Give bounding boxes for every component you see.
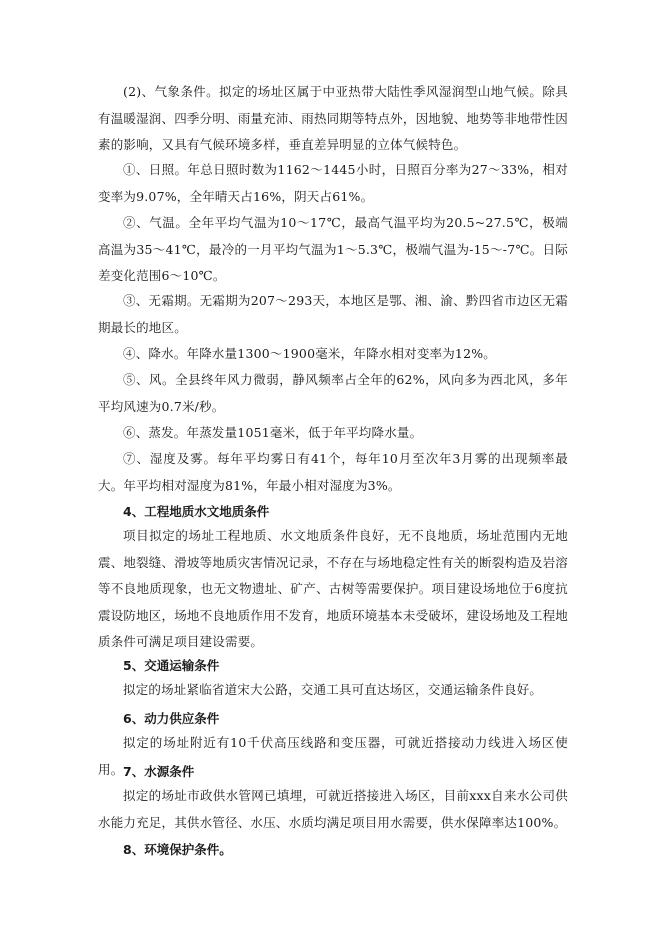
geology-heading: 4、工程地质水文地质条件 xyxy=(123,504,270,519)
evaporation-paragraph: ⑥、蒸发。年蒸发量1051毫米，低于年平均降水量。 xyxy=(123,425,423,440)
transport-paragraph: 拟定的场址紧临省道宋大公路，交通工具可直达场区，交通运输条件良好。 xyxy=(123,682,543,697)
climate-intro-paragraph: (2)、气象条件。拟定的场址区属于中亚热带大陆性季风湿润型山地气候。除具有温暖湿润、四季分明、雨量充沛、雨热同期等特点外，因地貌、地势等非地带性因素的影响，又具有气候环境多样，垂直差异明显的立体气候特色。 xyxy=(98,84,568,152)
wind-paragraph: ⑤、风。全县终年风力微弱，静风频率占全年的62%，风向多为西北风，多年平均风速为0.7米/秒。 xyxy=(98,372,568,414)
water-paragraph: 拟定的场址市政供水管网已填埋，可就近搭接进入场区，目前xxx自来水公司供水能力充足，其供水管径、水压、水质均满足项目用水需要，供水保障率达100%。 xyxy=(98,788,568,830)
temperature-paragraph: ②、气温。全年平均气温为10～17℃，最高气温平均为20.5~27.5℃，极端高温为35～41℃，最冷的一月平均气温为1～5.3℃，极端气温为-15～-7℃。日际差变化范围6～10℃。 xyxy=(98,215,568,283)
water-heading: 7、水源条件 xyxy=(123,764,195,779)
environment-heading: 8、环境保护条件。 xyxy=(123,842,232,857)
humidity-paragraph: ⑦、湿度及雾。每年平均雾日有41个，每年10月至次年3月雾的出现频率最大。年平均相对湿度为81%，年最小相对湿度为3%。 xyxy=(98,451,568,493)
transport-heading: 5、交通运输条件 xyxy=(123,658,220,673)
sunshine-paragraph: ①、日照。年总日照时数为1162～1445小时，日照百分率为27～33%，相对变率为9.07%，全年晴天占16%，阴天占61%。 xyxy=(98,162,568,204)
geology-paragraph: 项目拟定的场址工程地质、水文地质条件良好，无不良地质，场址范围内无地震、地裂缝、滑坡等地质灾害情况记录，不存在与场地稳定性有关的断裂构造及岩溶等不良地质现象，也无文物遗址、矿产、古树等需要保护。项目建设场地位于6度抗震设防地区，场地不良地质作用不发育，地质环境基本未受破坏，建设场地及工程地质条件可满足项目建设需要。 xyxy=(98,528,568,649)
power-paragraph: 拟定的场址附近有10千伏高压线路和变压器，可就近搭接动力线进入场区使用。 xyxy=(98,735,568,777)
frost-free-paragraph: ③、无霜期。无霜期为207～293天，本地区是鄂、湘、渝、黔四省市边区无霜期最长的地区。 xyxy=(98,293,568,335)
power-heading: 6、动力供应条件 xyxy=(123,711,220,726)
precipitation-paragraph: ④、降水。年降水量1300～1900毫米，年降水相对变率为12%。 xyxy=(123,346,497,361)
